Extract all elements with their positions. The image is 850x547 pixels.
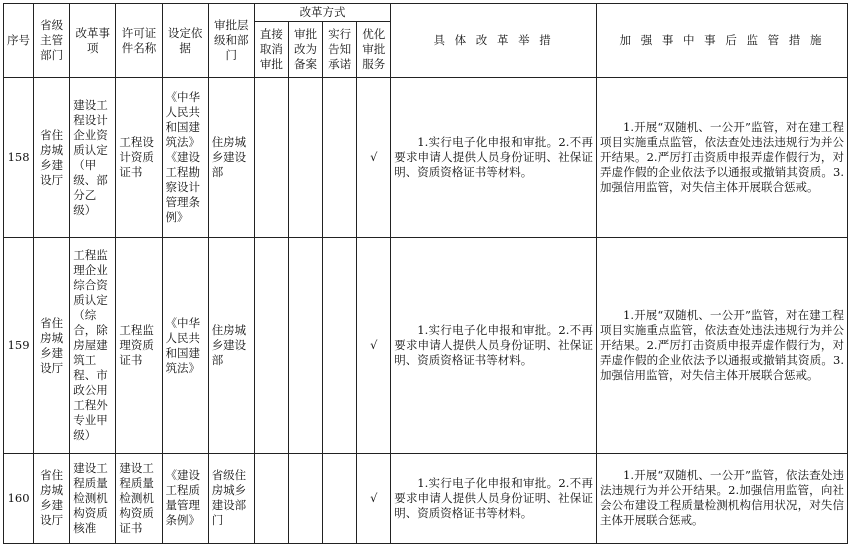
header-basis: 设定依据 [162,4,208,78]
cell-method-commitment [323,78,357,238]
cell-method-filing [288,78,322,238]
cell-item: 工程监理企业综合资质认定（综合，除房屋建筑工程、市政公用工程外专业甲级） [70,238,116,453]
header-seq: 序号 [4,4,34,78]
cell-license: 建设工程质量检测机构资质证书 [116,453,162,543]
header-dept: 省级主管部门 [34,4,70,78]
cell-method-commitment [323,238,357,453]
table-row [4,78,848,238]
cell-seq: 159 [4,238,34,453]
reform-table [3,3,848,544]
cell-basis: 《建设工程质量管理条例》 [162,453,208,543]
cell-supervision: 1.开展“双随机、一公开”监管，依法查处违法违规行为并公开结果。2.加强信用监管，向社会公布建设工程质量检测机构信用状况，对失信主体开展联合惩戒。 [597,453,848,543]
cell-license: 工程设计资质证书 [116,78,162,238]
cell-method-cancel [254,453,288,543]
table-row [4,453,848,543]
header-methods-group: 改革方式 [254,4,390,22]
header-method-optimize: 优化审批服务 [357,22,391,78]
cell-item: 建设工程质量检测机构资质核准 [70,453,116,543]
cell-measures: 1.实行电子化申报和审批。2.不再要求申请人提供人员身份证明、社保证明、资质资格证书等材料。 [391,453,597,543]
header-measures: 具 体 改 革 举 措 [391,4,597,78]
header-level: 审批层级和部门 [208,4,254,78]
cell-dept: 省住房城乡建设厅 [34,238,70,453]
cell-level: 省级住房城乡建设部门 [208,453,254,543]
cell-item: 建设工程设计企业资质认定（甲级、部分乙级） [70,78,116,238]
header-method-cancel: 直接取消审批 [254,22,288,78]
cell-level: 住房城乡建设部 [208,78,254,238]
header-item: 改革事项 [70,4,116,78]
header-license: 许可证件名称 [116,4,162,78]
cell-level: 住房城乡建设部 [208,238,254,453]
cell-measures: 1.实行电子化申报和审批。2.不再要求申请人提供人员身份证明、社保证明、资质资格证书等材料。 [391,238,597,453]
cell-method-optimize: √ [357,453,391,543]
header-supervision: 加 强 事 中 事 后 监 管 措 施 [597,4,848,78]
cell-method-filing [288,453,322,543]
cell-method-optimize: √ [357,238,391,453]
cell-method-optimize: √ [357,78,391,238]
cell-dept: 省住房城乡建设厅 [34,453,70,543]
cell-dept: 省住房城乡建设厅 [34,78,70,238]
cell-method-commitment [323,453,357,543]
header-method-commitment: 实行告知承诺 [323,22,357,78]
table-row [4,238,848,453]
cell-basis: 《中华人民共和国建筑法》《建设工程勘察设计管理条例》 [162,78,208,238]
cell-seq: 160 [4,453,34,543]
header-method-filing: 审批改为备案 [288,22,322,78]
header-row-1 [4,4,848,22]
cell-supervision: 1.开展“双随机、一公开”监管，对在建工程项目实施重点监管，依法查处违法违规行为并公开结果。2.严厉打击资质申报弄虚作假行为，对弄虚作假的企业依法予以通报或撤销其资质。3.加强信用监管，对失信主体开展联合惩戒。 [597,78,848,238]
cell-license: 工程监理资质证书 [116,238,162,453]
cell-method-cancel [254,78,288,238]
cell-supervision: 1.开展“双随机、一公开”监管，对在建工程项目实施重点监管，依法查处违法违规行为并公开结果。2.严厉打击资质申报弄虚作假行为，对弄虚作假的企业依法予以通报或撤销其资质。3.加强信用监管，对失信主体开展联合惩戒。 [597,238,848,453]
cell-measures: 1.实行电子化申报和审批。2.不再要求申请人提供人员身份证明、社保证明、资质资格证书等材料。 [391,78,597,238]
cell-basis: 《中华人民共和国建筑法》 [162,238,208,453]
cell-seq: 158 [4,78,34,238]
cell-method-cancel [254,238,288,453]
cell-method-filing [288,238,322,453]
